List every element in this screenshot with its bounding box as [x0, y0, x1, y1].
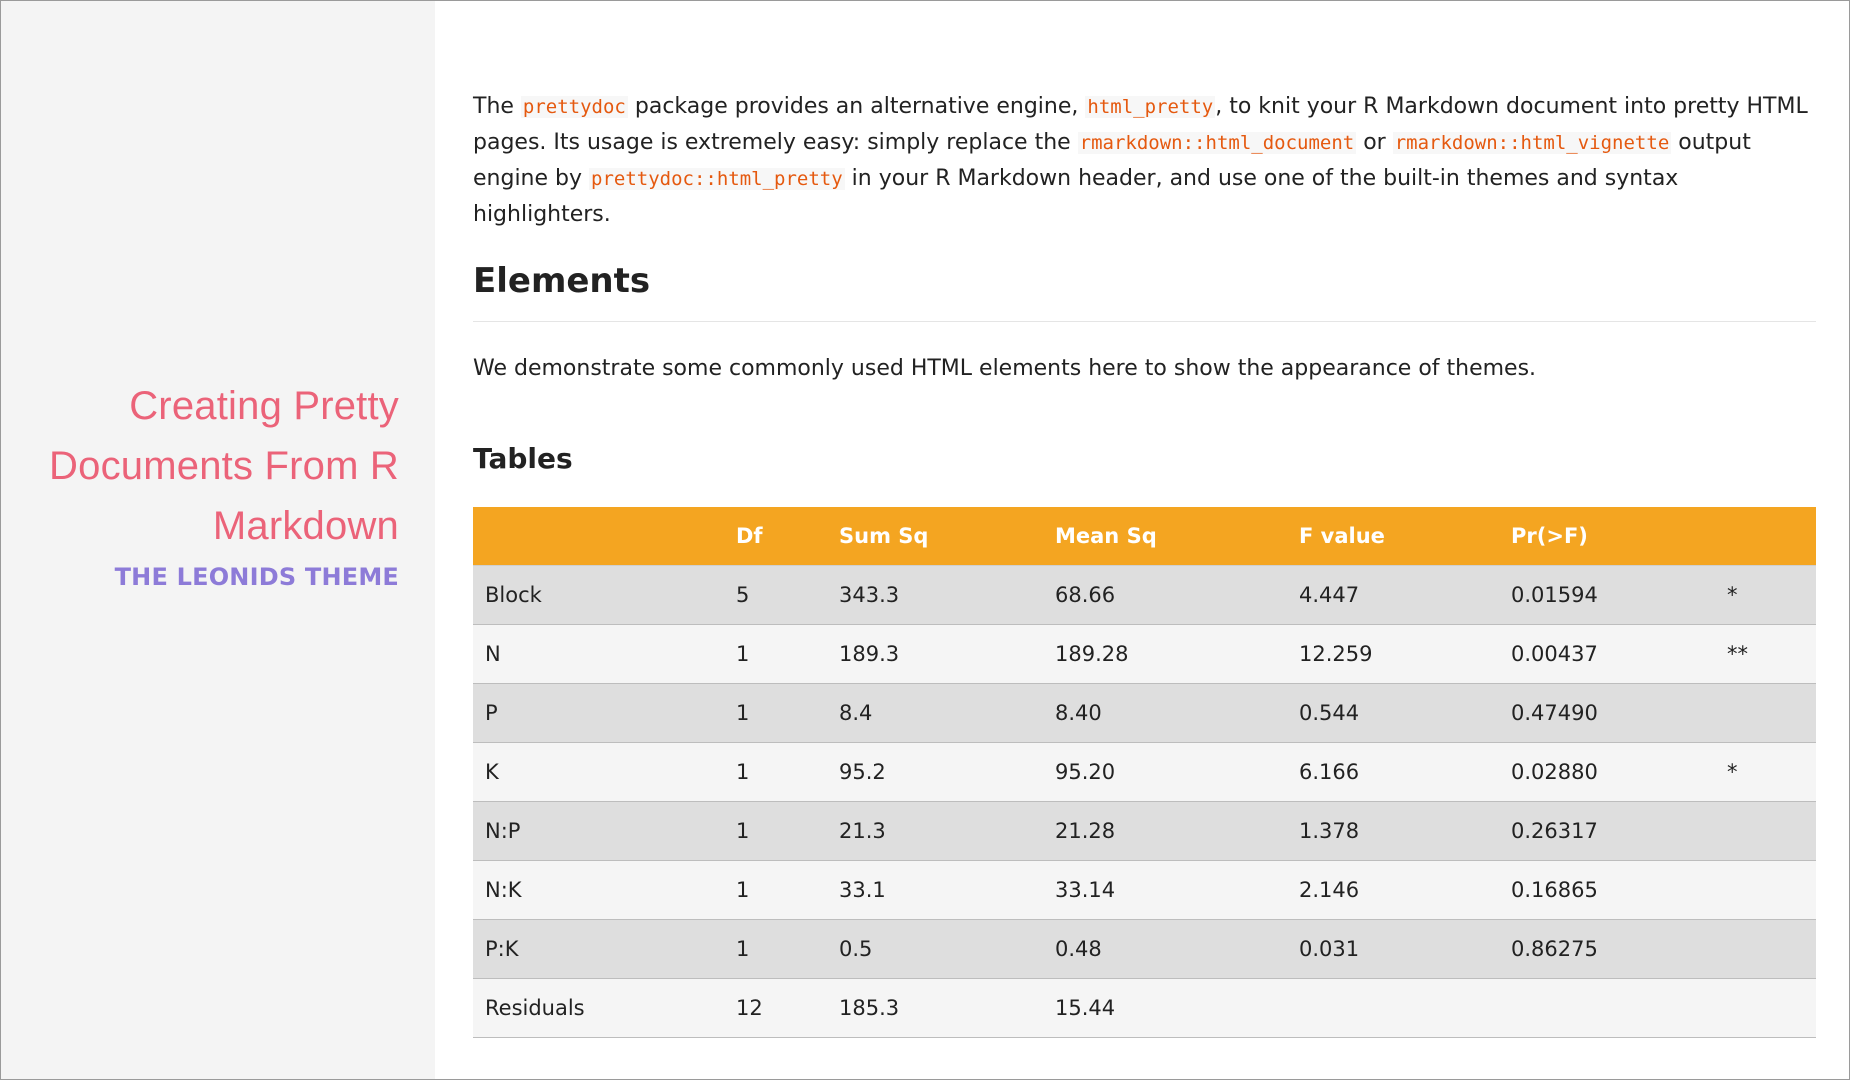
table-row [473, 860, 1816, 919]
cell-significance: * [1715, 565, 1816, 624]
cell-sum-sq: 343.3 [827, 565, 1043, 624]
cell-df: 1 [724, 683, 827, 742]
cell-f-value: 0.544 [1287, 683, 1499, 742]
tables-heading: Tables [473, 442, 573, 475]
header-f-value: F value [1287, 507, 1499, 565]
rmarkdown-html-vignette-code: rmarkdown::html_vignette [1394, 132, 1670, 154]
anova-table-wrapper [473, 507, 1816, 1038]
cell-sum-sq: 21.3 [827, 801, 1043, 860]
intro-text-4: or [1356, 130, 1393, 155]
intro-text-6: in your R Markdown header, and use one of the built-in themes and syntax highlighters. [473, 166, 1679, 227]
table-row [473, 683, 1816, 742]
cell-f-value: 0.031 [1287, 919, 1499, 978]
cell-significance [1715, 801, 1816, 860]
cell-significance [1715, 919, 1816, 978]
cell-term: Residuals [473, 978, 724, 1037]
cell-term: Block [473, 565, 724, 624]
anova-table [473, 507, 1816, 1038]
cell-mean-sq: 189.28 [1043, 624, 1287, 683]
cell-f-value: 1.378 [1287, 801, 1499, 860]
document-title: Creating Pretty Documents From R Markdown [49, 384, 399, 548]
cell-mean-sq: 0.48 [1043, 919, 1287, 978]
cell-significance: * [1715, 742, 1816, 801]
cell-sum-sq: 33.1 [827, 860, 1043, 919]
header-significance [1715, 507, 1816, 565]
cell-df: 12 [724, 978, 827, 1037]
cell-term: N:P [473, 801, 724, 860]
rmarkdown-html-document-code: rmarkdown::html_document [1079, 132, 1355, 154]
intro-text-3: , to knit your R Markdown document into pretty HTML pages. Its usage is extremely easy: simply replace the [473, 94, 1808, 155]
table-body [473, 565, 1816, 1037]
cell-significance [1715, 683, 1816, 742]
table-row [473, 565, 1816, 624]
cell-p-value: 0.16865 [1499, 860, 1715, 919]
cell-mean-sq: 68.66 [1043, 565, 1287, 624]
cell-df: 5 [724, 565, 827, 624]
header-term [473, 507, 724, 565]
cell-sum-sq: 185.3 [827, 978, 1043, 1037]
prettydoc-html-pretty-code: prettydoc::html_pretty [591, 168, 843, 190]
cell-df: 1 [724, 801, 827, 860]
cell-sum-sq: 0.5 [827, 919, 1043, 978]
cell-sum-sq: 95.2 [827, 742, 1043, 801]
table-header [473, 507, 1816, 565]
cell-p-value: 0.86275 [1499, 919, 1715, 978]
cell-df: 1 [724, 860, 827, 919]
cell-mean-sq: 95.20 [1043, 742, 1287, 801]
main-content [473, 1, 1816, 1079]
cell-term: P:K [473, 919, 724, 978]
header-p-value: Pr(>F) [1499, 507, 1715, 565]
table-row [473, 978, 1816, 1037]
cell-f-value: 6.166 [1287, 742, 1499, 801]
cell-df: 1 [724, 919, 827, 978]
cell-sum-sq: 8.4 [827, 683, 1043, 742]
table-row [473, 801, 1816, 860]
cell-p-value: 0.01594 [1499, 565, 1715, 624]
cell-df: 1 [724, 624, 827, 683]
cell-mean-sq: 15.44 [1043, 978, 1287, 1037]
cell-p-value: 0.26317 [1499, 801, 1715, 860]
cell-f-value: 12.259 [1287, 624, 1499, 683]
heading-divider [473, 321, 1816, 322]
prettydoc-code: prettydoc [522, 96, 626, 118]
cell-term: P [473, 683, 724, 742]
cell-term: N [473, 624, 724, 683]
cell-p-value: 0.00437 [1499, 624, 1715, 683]
header-df: Df [724, 507, 827, 565]
table-row [473, 742, 1816, 801]
cell-significance [1715, 860, 1816, 919]
header-sum-sq: Sum Sq [827, 507, 1043, 565]
elements-heading: Elements [473, 261, 651, 301]
cell-p-value [1499, 978, 1715, 1037]
sidebar [1, 1, 435, 1079]
intro-text-1: The [473, 94, 521, 119]
cell-f-value: 2.146 [1287, 860, 1499, 919]
sidebar-header [19, 376, 399, 593]
cell-df: 1 [724, 742, 827, 801]
cell-mean-sq: 8.40 [1043, 683, 1287, 742]
table-row [473, 919, 1816, 978]
intro-text-2: package provides an alternative engine, [627, 94, 1086, 119]
table-row [473, 624, 1816, 683]
cell-p-value: 0.47490 [1499, 683, 1715, 742]
cell-term: K [473, 742, 724, 801]
cell-significance: ** [1715, 624, 1816, 683]
theme-subtitle: THE LEONIDS THEME [114, 563, 399, 591]
header-mean-sq: Mean Sq [1043, 507, 1287, 565]
cell-mean-sq: 21.28 [1043, 801, 1287, 860]
cell-f-value [1287, 978, 1499, 1037]
cell-p-value: 0.02880 [1499, 742, 1715, 801]
cell-significance [1715, 978, 1816, 1037]
html-pretty-code: html_pretty [1087, 96, 1214, 118]
table-header-row [473, 507, 1816, 565]
cell-mean-sq: 33.14 [1043, 860, 1287, 919]
cell-sum-sq: 189.3 [827, 624, 1043, 683]
intro-text-5: output engine by [473, 130, 1751, 191]
cell-term: N:K [473, 860, 724, 919]
elements-description: We demonstrate some commonly used HTML elements here to show the appearance of themes. [473, 356, 1537, 381]
intro-paragraph [473, 89, 1816, 233]
cell-f-value: 4.447 [1287, 565, 1499, 624]
